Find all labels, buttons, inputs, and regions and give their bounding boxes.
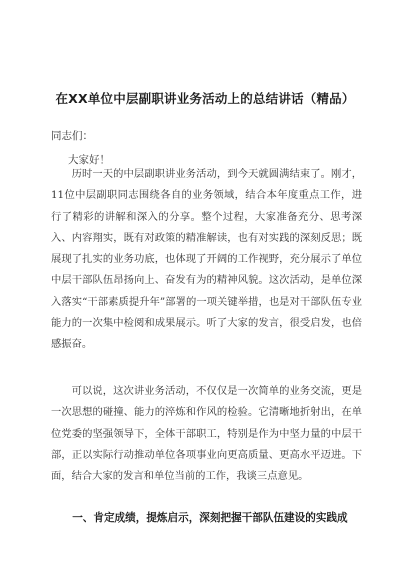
salutation: 同志们： — [51, 130, 93, 142]
body-paragraph-1: 历时一天的中层副职讲业务活动，到今天就圆满结束了。刚才，11位中层副职同志围绕各自的业务领域，结合本年度重点工作，进行了精彩的讲解和深入的分享。整个过程，大家准备充分、思考深入、内容翔实，既有对政策的精准解读，也有对实践的深刻反思；既展现了扎实的业务功底，也体现了开阔的工作视野，充分展示了单位中层干部队伍昂扬向上、奋发有为的精神风貌。这次活动，是单位深入落实“干部素质提升年”部署的一项关键举措，也是对干部队伍专业能力的一次集中检阅和成果展示。听了大家的发言，很受启发，也倍感振奋。 — [51, 168, 362, 351]
body-paragraph-2: 可以说，这次讲业务活动，不仅仅是一次简单的业务交流，更是一次思想的碰撞、能力的淬炼和作风的检验。它清晰地折射出，在单位党委的坚强领导下，全体干部职工，特别是作为中坚力量的中层干部，正以实际行动推动单位各项事业向更高质量、更高水平迈进。下面，结合大家的发言和单位当前的工作，我谈三点意见。 — [51, 385, 362, 483]
document-title: 在XX单位中层副职讲业务活动上的总结讲话（精品） — [55, 91, 355, 106]
greeting: 大家好！ — [68, 154, 110, 166]
section-heading: 一、肯定成绩，提炼启示，深刻把握干部队伍建设的实践成 — [72, 512, 348, 524]
